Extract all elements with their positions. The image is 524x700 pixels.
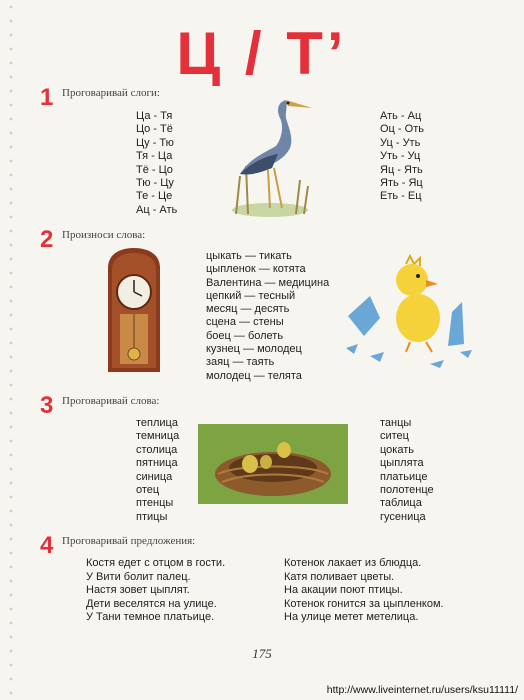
sentence-item: Настя зовет цыплят.	[86, 584, 190, 597]
sentence-item: У Тани темное платьице.	[86, 611, 215, 624]
word-item: теплица	[136, 417, 178, 429]
word-item: полотенце	[380, 484, 434, 497]
word-pair: сцена — стены	[206, 316, 284, 329]
word-item: цокать	[380, 443, 414, 456]
section-1-instruction: Проговаривай слоги:	[62, 87, 160, 99]
page-title: Ц / Т’	[176, 20, 348, 87]
sentence-item: Катя поливает цветы.	[284, 570, 395, 583]
word-item: ситец	[380, 430, 409, 443]
syllable-pair: Оц - Оть	[380, 123, 424, 136]
syllable-pair: Цу - Тю	[136, 136, 174, 149]
syllable-pair: Уть - Уц	[380, 150, 421, 163]
chick-illustration	[340, 252, 480, 370]
syllable-pair: Ца - Тя	[136, 110, 173, 122]
word-item: цыплята	[380, 457, 424, 470]
section-4-instruction: Проговаривай предложения:	[62, 535, 196, 547]
section-2-number: 2	[40, 226, 54, 253]
heron-illustration	[226, 96, 314, 222]
binder-holes	[6, 0, 16, 700]
word-item: отец	[136, 484, 160, 497]
sentence-item: Котенок лакает из блюдца.	[284, 557, 422, 569]
word-pair: кузнец — молодец	[206, 343, 302, 356]
word-item: птицы	[136, 510, 168, 523]
word-item: пятница	[136, 457, 178, 470]
bird-nest-illustration	[198, 424, 348, 504]
sentence-item: На улице метет метелица.	[284, 611, 419, 624]
syllable-pair: Цо - Тё	[136, 123, 173, 136]
section-1-number: 1	[40, 84, 54, 111]
syllable-pair: Ать - Ац	[380, 110, 422, 122]
section-3-left-words	[136, 417, 179, 524]
section-3-instruction: Проговаривай слова:	[62, 395, 160, 407]
word-pair: заяц — таять	[206, 356, 275, 369]
sentence-item: На акации поют птицы.	[284, 584, 403, 597]
word-item: синица	[136, 470, 173, 483]
word-item: темница	[136, 430, 180, 443]
sentence-item: Костя едет с отцом в гости.	[86, 557, 226, 569]
section-2-word-pairs	[206, 250, 329, 383]
sentence-item: Дети веселятся на улице.	[86, 597, 217, 610]
syllable-pair: Уц - Уть	[380, 136, 421, 149]
word-item: таблица	[380, 497, 422, 510]
sentence-item: Котенок гонится за цыпленком.	[284, 597, 444, 610]
syllable-pair: Тю - Цу	[136, 177, 174, 190]
syllable-pair: Ац - Ать	[136, 203, 178, 216]
section-4-right-sentences	[284, 557, 444, 625]
watermark-url: http://www.liveinternet.ru/users/ksu11111/	[326, 684, 518, 696]
word-pair: цыкать — тикать	[206, 250, 292, 262]
section-3-right-words	[380, 417, 434, 524]
section-1-right-syllables	[380, 110, 424, 204]
word-item: столица	[136, 443, 178, 456]
section-4-left-sentences	[86, 557, 225, 625]
word-pair: молодец — телята	[206, 369, 302, 382]
word-item: гусеница	[380, 510, 426, 523]
word-pair: месяц — десять	[206, 303, 290, 316]
syllable-pair: Те - Це	[136, 190, 173, 203]
word-item: платьице	[380, 470, 428, 483]
syllable-pair: Ять - Яц	[380, 177, 423, 190]
word-pair: цыпленок — котята	[206, 263, 306, 276]
word-pair: цепкий — тесный	[206, 289, 296, 302]
syllable-pair: Тё - Цо	[136, 163, 173, 176]
pendulum-clock-illustration	[104, 248, 164, 376]
section-2-instruction: Произноси слова:	[62, 229, 146, 241]
section-3-number: 3	[40, 392, 54, 419]
syllable-pair: Еть - Ец	[380, 190, 422, 203]
word-pair: боец — болеть	[206, 329, 284, 342]
syllable-pair: Яц - Ять	[380, 163, 423, 176]
word-item: танцы	[380, 417, 412, 429]
section-4-number: 4	[40, 532, 54, 559]
syllable-pair: Тя - Ца	[136, 150, 173, 163]
word-item: птенцы	[136, 497, 174, 510]
sentence-item: У Вити болит палец.	[86, 570, 191, 583]
page-number: 175	[252, 646, 272, 661]
word-pair: Валентина — медицина	[206, 276, 330, 289]
section-1-left-syllables	[136, 110, 177, 217]
